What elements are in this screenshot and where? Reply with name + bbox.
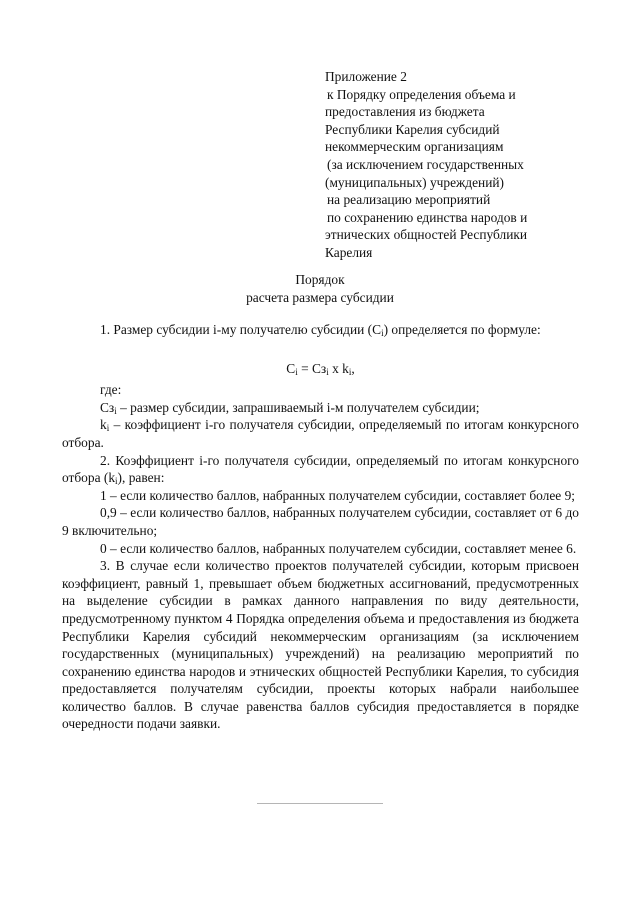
formula-c-subscript: i	[295, 366, 298, 377]
paragraph-2-text-a: 2. Коэффициент i-го получателя субсидии, определяемый по итогам конкурсного отбора (k	[62, 452, 579, 486]
formula-end: ,	[351, 360, 355, 376]
formula-sz-subscript: i	[326, 366, 329, 377]
coefficient-item-3: 0 – если количество баллов, набранных получателем субсидии, составляет менее 6.	[100, 540, 577, 556]
title-line-2: расчета размера субсидии	[246, 289, 394, 305]
definition-k-subscript: i	[106, 423, 110, 434]
appendix-line-1: Приложение 2	[325, 69, 407, 84]
definition-sz-symbol: Сз	[100, 399, 115, 415]
appendix-line-6: (за исключением государственных	[327, 156, 524, 172]
paragraph-2-text-b: ), равен:	[117, 470, 165, 486]
definition-k-symbol: k	[100, 417, 107, 433]
footer-divider	[257, 803, 383, 804]
coefficient-item-1: 1 – если количество баллов, набранных получателем субсидии, составляет более 9;	[100, 487, 576, 503]
appendix-line-7: (муниципальных) учреждений)	[325, 174, 505, 190]
definition-k-text: – коэффициент i-го получателя субсидии, определяемый по итогам конкурсного отбора.	[62, 417, 579, 450]
document-body	[62, 321, 579, 733]
where-label: где:	[100, 382, 122, 398]
paragraph-2-subscript: i	[115, 476, 118, 487]
paragraph-1-subscript: i	[381, 328, 384, 338]
document-title	[0, 271, 640, 306]
definition-k	[62, 416, 579, 451]
appendix-line-5: некоммерческим организациям	[325, 139, 504, 155]
formula-k-subscript: i	[348, 366, 352, 377]
appendix-header	[325, 68, 585, 262]
paragraph-1-text-a: 1. Размер субсидии i-му получателю субсидии (С	[100, 322, 382, 337]
paragraph-3: 3. В случае если количество проектов получателей субсидии, которым присвоен коэффициент, равный 1, превышает объем бюджетных ассигнований, предусмотренных на выделение субсидии в рамках данного направления по виду деятельности, предусмотренному пунктом 4 Порядка определения объема и предоставления из бюджета Республики Карелия субсидий некоммерческим организациям (за исключением государственных (муниципальных) учреждений) на реализацию мероприятий по сохранению единства народов и этнических общностей Республики Карелия, то субсидия предоставляется получателям субсидии, проекты которых набрали наибольшее количество баллов. В случае равенства баллов субсидия предоставляется в порядке очередности подачи заявки.	[62, 558, 579, 732]
appendix-line-9: по сохранению единства народов и	[327, 209, 528, 225]
paragraph-1-text-b: ) определяется по формуле:	[383, 322, 541, 337]
definition-sz-subscript: i	[114, 405, 117, 416]
appendix-line-11: Карелия	[325, 244, 373, 260]
definition-sz	[62, 399, 579, 417]
appendix-line-10: этнических общностей Республики	[325, 227, 528, 243]
appendix-line-4: Республики Карелия субсидий	[325, 121, 500, 137]
formula-x: x k	[328, 360, 349, 376]
coefficient-item-2: 0,9 – если количество баллов, набранных получателем субсидии, составляет от 6 до 9 включительно;	[62, 505, 579, 538]
formula-c: С	[286, 360, 296, 376]
appendix-line-8: на реализацию мероприятий	[327, 192, 491, 208]
appendix-line-3: предоставления из бюджета	[325, 104, 485, 120]
formula	[62, 360, 579, 378]
paragraph-1	[62, 321, 579, 339]
formula-eq: = Сз	[297, 360, 327, 376]
appendix-line-2: к Порядку определения объема и	[327, 86, 516, 102]
definition-sz-text: – размер субсидии, запрашиваемый i-м получателем субсидии;	[116, 399, 480, 415]
title-line-1: Порядок	[295, 272, 345, 287]
paragraph-2	[62, 452, 579, 487]
